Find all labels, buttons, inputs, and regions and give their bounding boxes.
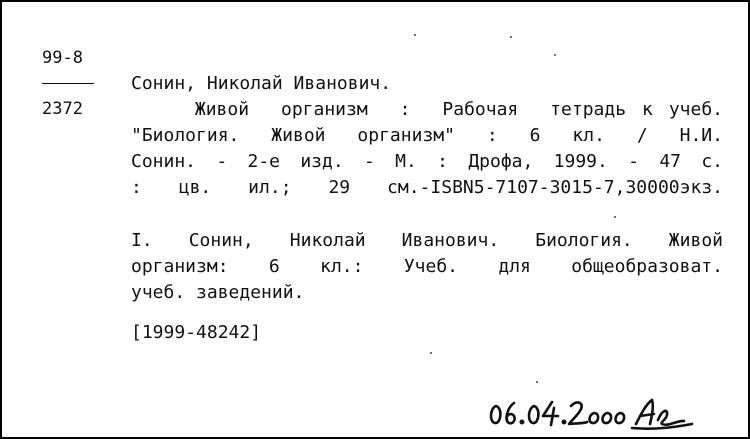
tracing-line: I. Сонин, Николай Иванович. Биология. Живой	[131, 230, 723, 251]
main-entry-line: Сонин. - 2-е изд. - М. : Дрофа, 1999. - 47 с.	[131, 151, 723, 172]
main-entry-line: : цв. ил.; 29 см.-ISBN5-7107-3015-7,30000экз.	[131, 177, 723, 198]
paper-speck	[510, 36, 512, 38]
control-number-text: [1999-48242]	[131, 322, 262, 343]
paper-speck	[430, 352, 432, 354]
control-number	[131, 320, 723, 346]
main-entry	[131, 71, 723, 201]
tracings	[131, 228, 723, 306]
paper-speck	[536, 381, 538, 383]
main-entry-line: Живой организм : Рабочая тетрадь к учеб.	[131, 99, 723, 120]
handwritten-date-signature	[486, 394, 701, 432]
call-number-top: 99-8	[42, 48, 83, 68]
call-number-bottom: 2372	[42, 99, 83, 119]
handwritten-date-and-initials	[486, 394, 701, 436]
tracing-line: организм: 6 кл.: Учеб. для общеобразоват.	[131, 256, 723, 277]
main-entry-line: "Биология. Живой организм" : 6 кл. / Н.И.	[131, 125, 723, 146]
paper-speck	[614, 216, 616, 218]
main-entry-line: Сонин, Николай Иванович.	[131, 73, 392, 94]
paper-speck	[414, 34, 416, 36]
tracing-line: учеб. заведений.	[131, 282, 305, 303]
paper-speck	[554, 54, 556, 56]
call-number-divider	[42, 83, 94, 84]
